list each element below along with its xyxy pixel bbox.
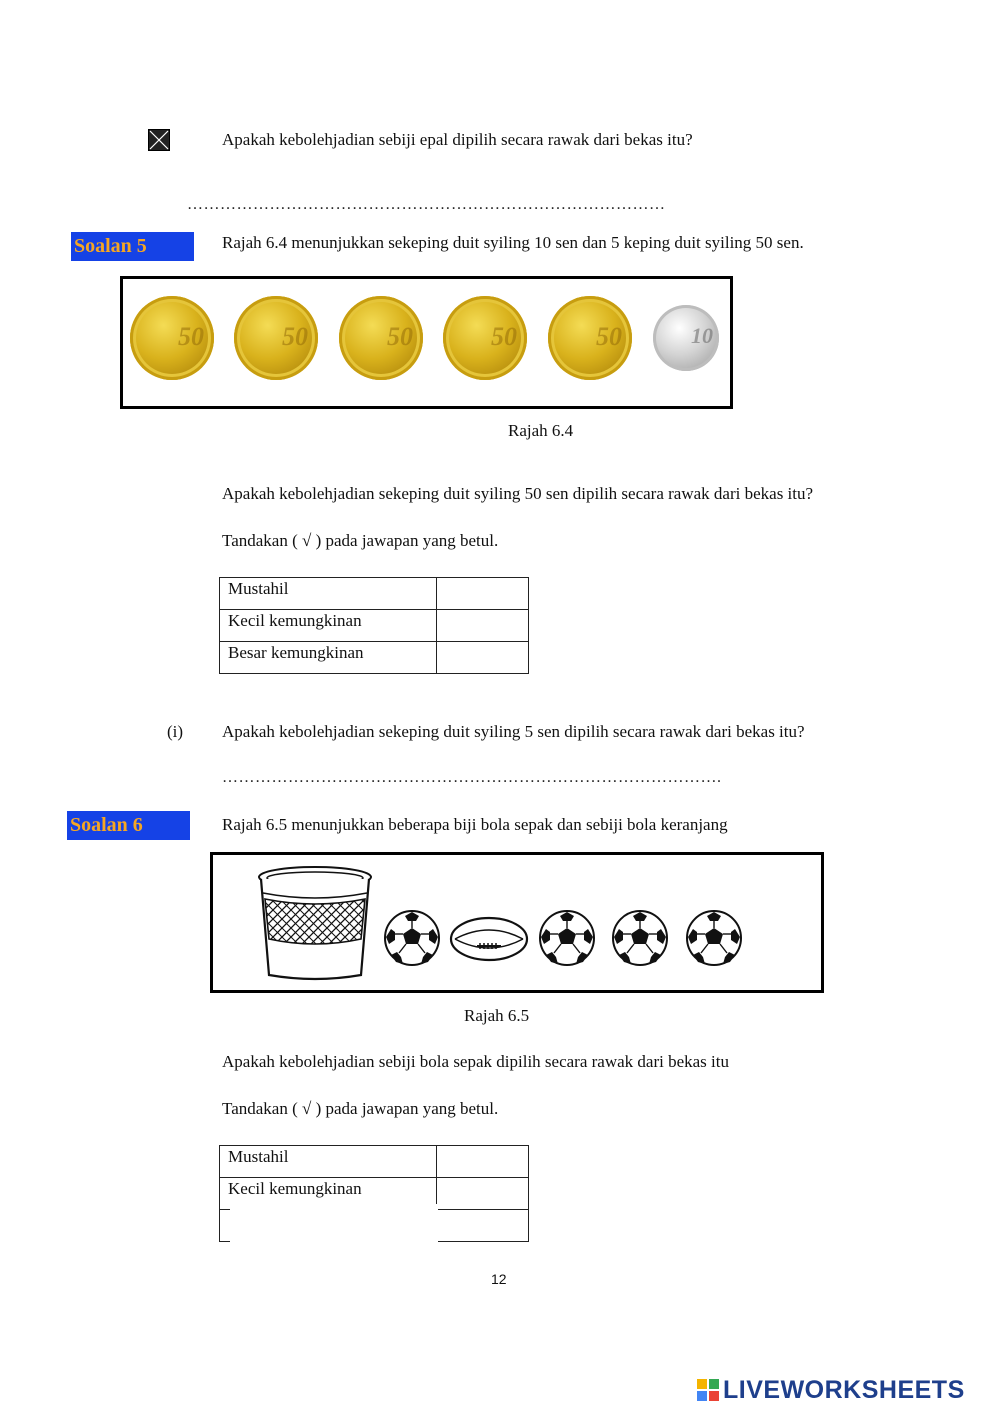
option-label: Mustahil — [220, 578, 437, 610]
coin-50-sen: 50 — [548, 296, 632, 380]
answer-row — [220, 578, 529, 610]
soccer-ball-icon — [383, 909, 441, 967]
tick-box[interactable] — [437, 610, 529, 642]
page-number: 12 — [491, 1271, 507, 1287]
tick-box[interactable] — [437, 1146, 529, 1178]
q5-sub-question: Apakah kebolehjadian sekeping duit syiling 5 sen dipilih secara rawak dari bekas itu? — [222, 722, 805, 741]
balls-figure — [210, 852, 824, 993]
soccer-ball-icon — [611, 909, 669, 967]
tick-box[interactable] — [437, 578, 529, 610]
answer-row — [220, 1146, 529, 1178]
q6-intro: Rajah 6.5 menunjukkan beberapa biji bola sepak dan sebiji bola keranjang — [222, 815, 728, 834]
q5-sub-label: (i) — [167, 722, 184, 741]
soccer-ball-icon — [538, 909, 596, 967]
q5-answer-line[interactable]: ………………………………………………………………………………. — [222, 769, 722, 786]
q5-intro: Rajah 6.4 menunjukkan sekeping duit syiling 10 sen dan 5 keping duit syiling 50 sen. — [222, 233, 804, 252]
q4-answer-line[interactable]: …………………………………………………………………………… — [187, 196, 666, 213]
q6-question: Apakah kebolehjadian sebiji bola sepak dipilih secara rawak dari bekas itu — [222, 1052, 729, 1071]
option-label: Kecil kemungkinan — [220, 1178, 437, 1210]
coin-50-sen: 50 — [443, 296, 527, 380]
coin-50-sen: 50 — [234, 296, 318, 380]
answer-input-overlay[interactable] — [230, 1204, 438, 1244]
q6-instruction: Tandakan ( √ ) pada jawapan yang betul. — [222, 1099, 499, 1118]
tick-box[interactable] — [437, 1210, 529, 1242]
tick-box[interactable] — [437, 1178, 529, 1210]
brand-name: LIVEWORKSHEETS — [723, 1376, 965, 1404]
q6-tag: Soalan 6 — [67, 811, 190, 840]
coins-figure — [120, 276, 733, 409]
figure-caption-6-4: Rajah 6.4 — [508, 421, 574, 440]
option-label: Mustahil — [220, 1146, 437, 1178]
option-label: Kecil kemungkinan — [220, 610, 437, 642]
q4-question: Apakah kebolehjadian sebiji epal dipilih secara rawak dari bekas itu? — [222, 130, 693, 149]
answer-row — [220, 642, 529, 674]
liveworksheets-mark-icon — [697, 1379, 719, 1401]
cross-box-icon — [148, 129, 170, 151]
answer-row — [220, 610, 529, 642]
q5-instruction: Tandakan ( √ ) pada jawapan yang betul. — [222, 531, 499, 550]
tick-box[interactable] — [437, 642, 529, 674]
option-label: Besar kemungkinan — [220, 642, 437, 674]
soccer-ball-icon — [685, 909, 743, 967]
q5-answer-table — [219, 577, 529, 674]
coin-50-sen: 50 — [339, 296, 423, 380]
liveworksheets-logo — [697, 1376, 965, 1405]
figure-caption-6-5: Rajah 6.5 — [464, 1006, 530, 1025]
coin-50-sen: 50 — [130, 296, 214, 380]
q5-tag: Soalan 5 — [71, 232, 194, 261]
coin-10-sen: 10 — [653, 305, 719, 371]
q5-question: Apakah kebolehjadian sekeping duit syiling 50 sen dipilih secara rawak dari bekas itu? — [222, 484, 814, 503]
rugby-ball-icon — [449, 915, 529, 963]
basket-icon — [255, 865, 375, 983]
